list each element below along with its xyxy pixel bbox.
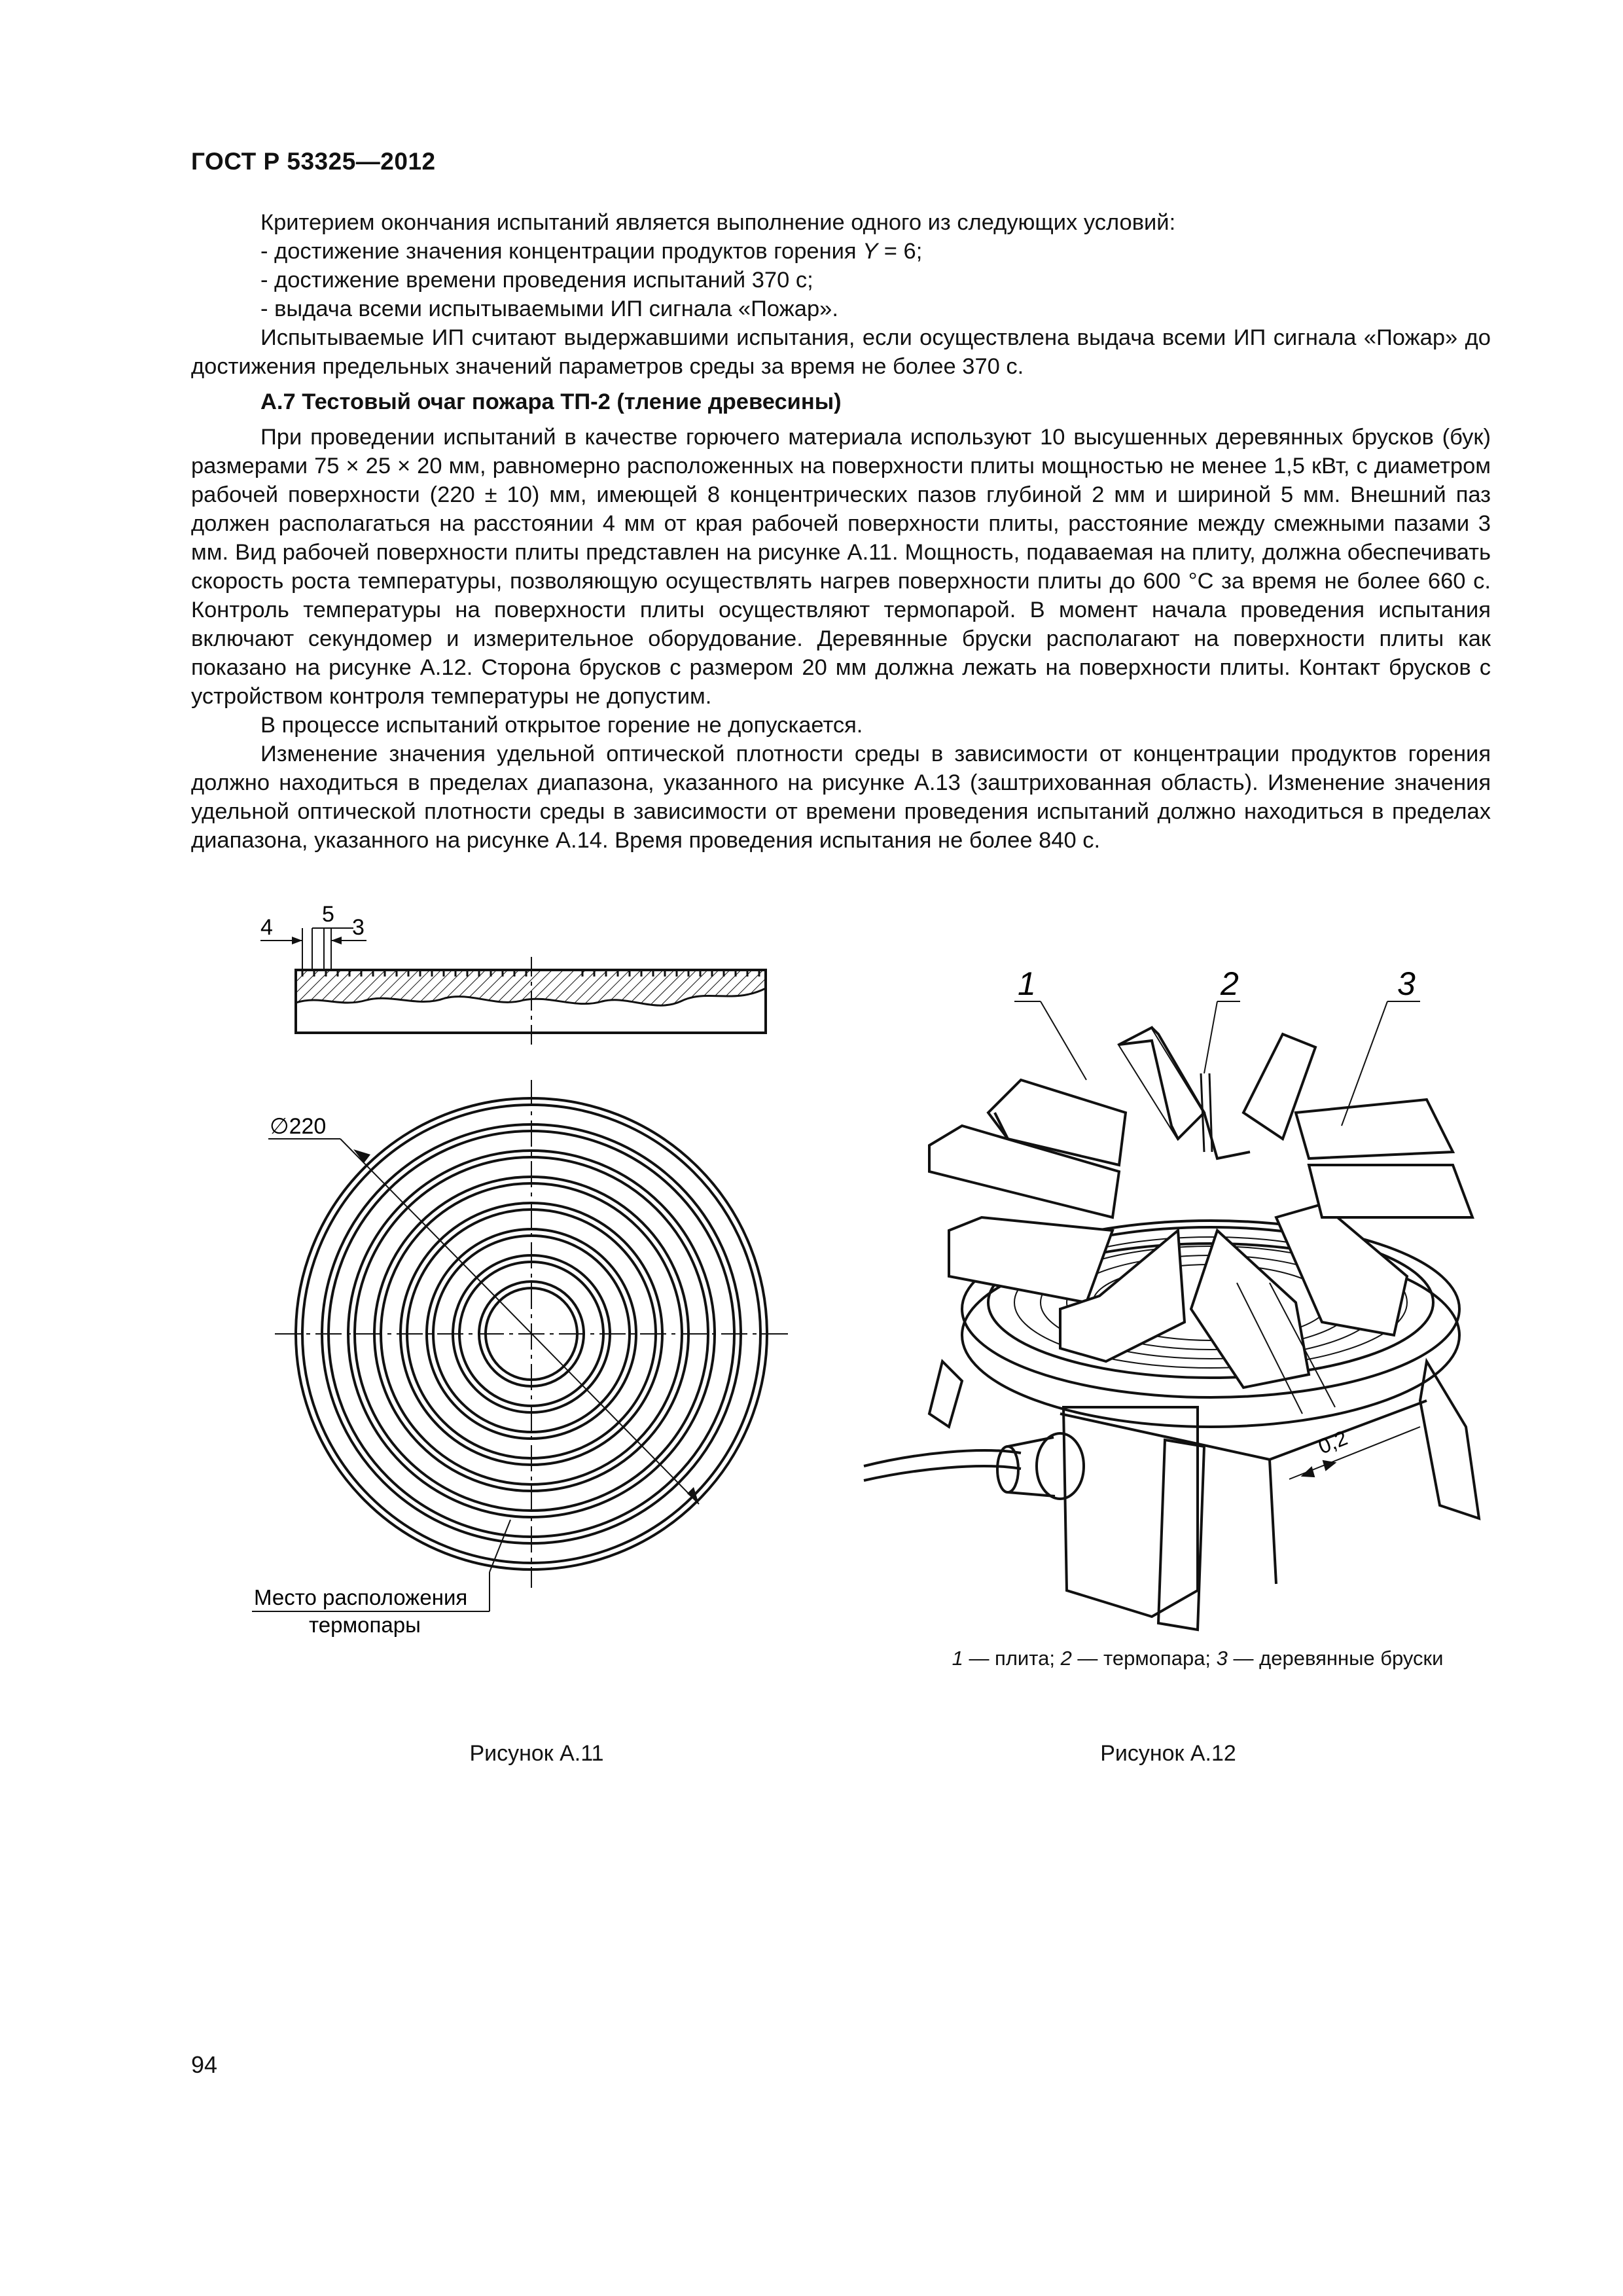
dim-label-0-2: 0,2 [1315,1426,1351,1459]
legend-text-2: — термопара; [1071,1647,1217,1670]
hot-plate-base [929,1361,1479,1630]
variable-y: Y [863,239,878,264]
callout-1: 1 [1018,965,1036,1002]
list-item-text: = 6; [878,239,923,264]
list-item-concentration [191,237,1491,266]
list-item-time: - достижение времени проведения испытаний 370 с; [260,268,813,293]
figure-a11-drawing [236,890,825,1656]
legend-text-3: — деревянные бруски [1227,1647,1444,1670]
paragraph-criteria: Критерием окончания испытаний является выполнение одного из следующих условий: [260,210,1176,235]
callout-3: 3 [1397,965,1416,1002]
document-header: ГОСТ Р 53325—2012 [191,148,436,175]
figure-a12-caption: Рисунок А.12 [1100,1741,1236,1766]
legend-num-1: 1 [952,1647,963,1670]
thermocouple [1201,1073,1212,1152]
list-item-signal: - выдача всеми испытываемыми ИП сигнала «Пожар». [260,296,838,321]
dimension-lines [260,928,366,970]
figure-a12-drawing [851,956,1505,1643]
paragraph-optical-density: Изменение значения удельной оптической плотности среды в зависимости от концентрации продуктов горения должно находиться в пределах диапазона, указанного на рисунке А.13 (заштрихованная область). Изменение значения удельной оптической плотности среды в зависимости от времени проведения испытаний должно находиться в пределах диапазона, указанного на рисунке А.14. Время проведения испытания не более 840 с. [191,742,1491,853]
page-number: 94 [191,2051,218,2078]
paragraph-no-flame: В процессе испытаний открытое горение не допускается. [260,713,863,738]
legend-num-2: 2 [1060,1647,1072,1670]
diameter-label: ∅220 [270,1114,327,1139]
legend-text-1: — плита; [963,1647,1061,1670]
paragraph-procedure: При проведении испытаний в качестве горючего материала используют 10 высушенных деревянных брусков (бук) размерами 75 × 25 × 20 мм, равномерно расположенных на поверхности плиты мощностью не менее 1,5 кВт, с диаметром рабочей поверхности (220 ± 10) мм, имеющей 8 концентрических пазов глубиной 2 мм и шириной 5 мм. Внешний паз должен располагаться на расстоянии 4 мм от края рабочей поверхности плиты, расстояние между смежными пазами 3 мм. Вид рабочей поверхности плиты представлен на рисунке А.11. Мощность, подаваемая на плиту, должна обеспечивать скорость роста температуры, позволяющую осуществлять нагрев поверхности плиты до 600 °С за время не более 660 с. Контроль температуры на поверхности плиты осуществляют термопарой. В момент начала проведения испытания включают секундомер и измерительное оборудование. Деревянные бруски располагают на поверхности плиты как показано на рисунке А.12. Сторона брусков с размером 20 мм должна лежать на поверхности плиты. Контакт брусков с устройством контроля температуры не допустим. [191,425,1491,709]
list-item-text: - достижение значения концентрации продуктов горения [260,239,863,264]
callout-2: 2 [1221,965,1239,1002]
figure-a12-legend [903,1647,1492,1670]
legend-num-3: 3 [1216,1647,1228,1670]
dim-label-4: 4 [260,915,273,940]
figure-a11-caption: Рисунок А.11 [469,1741,604,1766]
plate-section-view [260,902,766,1047]
paragraph-passed: Испытываемые ИП считают выдержавшими испытания, если осуществлена выдача всеми ИП сигнала «Пожар» до достижения предельных значений параметров среды за время не более 370 с. [191,325,1491,379]
dim-label-5: 5 [322,902,334,927]
section-title: А.7 Тестовый очаг пожара ТП-2 (тление древесины) [260,389,842,414]
dim-label-3: 3 [352,915,365,940]
thermocouple-label-line2: термопары [309,1613,421,1637]
body-text [191,208,1491,855]
thermocouple-label-line1: Место расположения [254,1585,468,1609]
